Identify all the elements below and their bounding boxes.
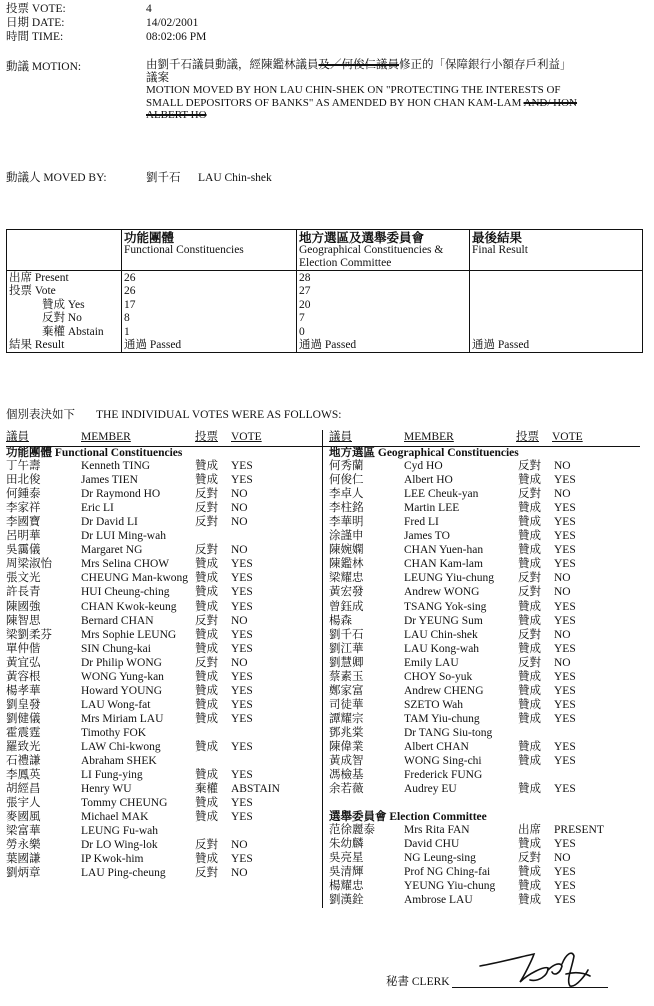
member-zh-name: 陳智思 <box>6 614 41 627</box>
individual-intro-zh: 個別表決如下 <box>6 409 75 421</box>
member-en-name: NG Leung-sing <box>404 852 476 865</box>
row-label-no: 反對 No <box>42 312 82 324</box>
clerk-label: 秘書 CLERK <box>386 976 450 988</box>
vote-zh: 贊成 <box>518 614 541 627</box>
motion-en-line3: ALBERT HO <box>146 109 207 121</box>
vote-number-value: 4 <box>146 3 152 15</box>
vote-zh: 反對 <box>195 502 218 515</box>
vote-zh: 贊成 <box>195 558 218 571</box>
member-zh-name: 田北俊 <box>6 474 41 487</box>
member-zh-name: 張宇人 <box>6 797 41 810</box>
vote-en: YES <box>231 572 253 585</box>
vote-en: YES <box>231 558 253 571</box>
member-en-name: LEUNG Fu-wah <box>81 825 158 838</box>
member-zh-name: 吳清輝 <box>329 866 364 879</box>
member-en-name: Mrs Rita FAN <box>404 824 470 836</box>
member-zh-name: 余若薇 <box>329 783 364 796</box>
gc-vote: 27 <box>299 285 311 297</box>
vote-en: YES <box>554 894 576 907</box>
vote-zh: 反對 <box>195 867 218 880</box>
fc-result: 通過 Passed <box>124 339 182 351</box>
vote-zh: 贊成 <box>195 684 218 697</box>
vote-zh: 贊成 <box>195 853 218 866</box>
vote-zh: 贊成 <box>195 670 218 683</box>
vote-en: YES <box>554 838 576 851</box>
member-en-name: LAU Ping-cheung <box>81 867 166 880</box>
vote-en: YES <box>554 741 576 753</box>
member-zh-name: 李柱銘 <box>329 502 364 515</box>
vote-zh: 贊成 <box>518 894 541 907</box>
row-label-abstain: 棄權 Abstain <box>42 326 104 338</box>
col-functional-zh: 功能團體 <box>124 231 175 245</box>
vote-zh: 贊成 <box>518 712 541 725</box>
vote-en: YES <box>554 712 576 725</box>
member-en-name: Tommy CHEUNG <box>81 797 168 810</box>
vote-en: YES <box>231 642 253 655</box>
member-zh-name: 何鍾泰 <box>6 488 41 501</box>
vote-en: YES <box>231 600 253 613</box>
member-en-name: CHAN Kam-lam <box>404 558 483 571</box>
vote-zh: 贊成 <box>518 600 541 613</box>
member-en-name: LAU Chin-shek <box>404 628 478 641</box>
member-zh-name: 馮檢基 <box>329 769 364 782</box>
right-col-vote-en: VOTE <box>552 431 583 443</box>
member-zh-name: 吳亮星 <box>329 852 364 865</box>
member-zh-name: 楊耀忠 <box>329 880 364 893</box>
fc-vote: 26 <box>124 285 136 297</box>
col-geographical-zh: 地方選區及選舉委員會 <box>299 231 425 245</box>
member-en-name: Martin LEE <box>404 502 460 515</box>
vote-number-label: 投票 VOTE: <box>6 3 66 15</box>
vote-en: YES <box>231 670 253 683</box>
vote-zh: 反對 <box>195 656 218 669</box>
member-zh-name: 胡經昌 <box>6 783 41 796</box>
member-en-name: Dr Raymond HO <box>81 488 161 501</box>
member-en-name: LEE Cheuk-yan <box>404 488 479 501</box>
member-en-name: Dr David LI <box>81 516 138 529</box>
member-zh-name: 單仲偕 <box>6 642 41 655</box>
member-en-name: Howard YOUNG <box>81 684 163 697</box>
vote-zh: 贊成 <box>195 642 218 655</box>
member-zh-name: 李卓人 <box>329 488 364 501</box>
col-final-en: Final Result <box>472 244 528 256</box>
mover-en-name: LAU Chin-shek <box>198 172 272 184</box>
vote-en: NO <box>231 867 248 880</box>
member-zh-name: 李國寶 <box>6 516 41 529</box>
vote-zh: 贊成 <box>195 460 218 472</box>
member-en-name: LI Fung-ying <box>81 769 143 782</box>
member-en-name: Kenneth TING <box>81 460 151 472</box>
vote-zh: 贊成 <box>195 628 218 641</box>
vote-zh: 贊成 <box>518 741 541 753</box>
gc-section-title: 地方選區 Geographical Constituencies <box>329 447 519 459</box>
vote-en: NO <box>231 839 248 852</box>
member-en-name: Mrs Miriam LAU <box>81 712 164 725</box>
vote-zh: 反對 <box>195 544 218 557</box>
member-zh-name: 霍震霆 <box>6 726 41 739</box>
fc-abstain: 1 <box>124 326 130 338</box>
member-en-name: LAU Kong-wah <box>404 642 480 655</box>
vote-en: NO <box>231 656 248 669</box>
vote-zh: 棄權 <box>195 783 218 796</box>
vote-zh: 贊成 <box>518 642 541 655</box>
vote-zh: 贊成 <box>195 586 218 599</box>
row-label-yes: 贊成 Yes <box>42 299 85 311</box>
vote-en: YES <box>231 586 253 599</box>
vote-zh: 反對 <box>518 656 541 669</box>
vote-en: YES <box>231 811 253 824</box>
vote-en: YES <box>554 670 576 683</box>
vote-zh: 反對 <box>518 628 541 641</box>
member-zh-name: 曾鈺成 <box>329 600 364 613</box>
motion-label: 動議 MOTION: <box>6 61 82 73</box>
column-divider <box>322 430 323 908</box>
member-en-name: Emily LAU <box>404 656 459 669</box>
vote-en: NO <box>231 488 248 501</box>
member-zh-name: 司徒華 <box>329 698 364 711</box>
member-en-name: Dr Philip WONG <box>81 656 162 669</box>
member-en-name: TAM Yiu-chung <box>404 712 480 725</box>
member-en-name: David CHU <box>404 838 460 851</box>
vote-zh: 贊成 <box>518 755 541 768</box>
col-geographical-en2: Election Committee <box>299 257 392 269</box>
vote-zh: 贊成 <box>195 741 218 753</box>
vote-en: NO <box>554 628 571 641</box>
member-zh-name: 劉江華 <box>329 642 364 655</box>
col-geographical-en1: Geographical Constituencies & <box>299 244 444 256</box>
member-en-name: WONG Sing-chi <box>404 755 482 768</box>
vote-zh: 反對 <box>195 516 218 529</box>
member-zh-name: 勞永樂 <box>6 839 41 852</box>
individual-intro-en: THE INDIVIDUAL VOTES WERE AS FOLLOWS: <box>96 409 342 421</box>
right-col-member-zh: 議員 <box>329 431 352 443</box>
member-en-name: Albert CHAN <box>404 741 469 753</box>
vote-zh: 反對 <box>195 614 218 627</box>
vote-zh: 贊成 <box>518 783 541 796</box>
left-col-vote-en: VOTE <box>231 431 262 443</box>
gc-no: 7 <box>299 312 305 324</box>
vote-zh: 贊成 <box>195 698 218 711</box>
vote-en: NO <box>231 614 248 627</box>
member-zh-name: 周梁淑怡 <box>6 558 52 571</box>
member-en-name: CHEUNG Man-kwong <box>81 572 189 585</box>
gc-abstain: 0 <box>299 326 305 338</box>
member-en-name: SIN Chung-kai <box>81 642 151 655</box>
member-en-name: Audrey EU <box>404 783 457 796</box>
right-col-member-en: MEMBER <box>404 431 454 443</box>
member-zh-name: 何俊仁 <box>329 474 364 487</box>
member-zh-name: 劉千石 <box>329 628 364 641</box>
vote-en: NO <box>554 572 571 585</box>
member-en-name: TSANG Yok-sing <box>404 600 487 613</box>
vote-zh: 反對 <box>518 572 541 585</box>
vote-zh: 贊成 <box>518 502 541 515</box>
member-zh-name: 梁耀忠 <box>329 572 364 585</box>
vote-zh: 反對 <box>518 852 541 865</box>
vote-en: YES <box>554 866 576 879</box>
member-zh-name: 陳婉嫻 <box>329 544 364 557</box>
vote-en: YES <box>554 502 576 515</box>
vote-en: NO <box>554 586 571 599</box>
member-en-name: Mrs Sophie LEUNG <box>81 628 177 641</box>
member-zh-name: 蔡素玉 <box>329 670 364 683</box>
vote-zh: 贊成 <box>518 838 541 851</box>
member-en-name: Eric LI <box>81 502 114 515</box>
col-final-zh: 最後結果 <box>472 231 523 245</box>
vote-zh: 出席 <box>518 824 541 836</box>
vote-zh: 反對 <box>195 488 218 501</box>
member-en-name: CHAN Yuen-han <box>404 544 484 557</box>
vote-zh: 贊成 <box>195 572 218 585</box>
member-zh-name: 范徐麗泰 <box>329 824 375 836</box>
date-label: 日期 DATE: <box>6 17 65 29</box>
vote-en: YES <box>554 544 576 557</box>
row-label-present: 出席 Present <box>9 272 69 284</box>
member-en-name: Albert HO <box>404 474 453 487</box>
member-zh-name: 丁午壽 <box>6 460 41 472</box>
member-zh-name: 呂明華 <box>6 530 41 543</box>
motion-en-struck: AND/ HON <box>523 97 578 109</box>
member-zh-name: 許長青 <box>6 586 41 599</box>
member-zh-name: 劉健儀 <box>6 712 41 725</box>
motion-zh-line2: 議案 <box>146 72 169 84</box>
vote-en: YES <box>231 797 253 810</box>
vote-en: NO <box>554 656 571 669</box>
member-en-name: LEUNG Yiu-chung <box>404 572 494 585</box>
member-en-name: WONG Yung-kan <box>81 670 164 683</box>
date-value: 14/02/2001 <box>146 17 199 29</box>
vote-en: YES <box>554 698 576 711</box>
left-col-vote-zh: 投票 <box>195 431 218 443</box>
member-en-name: SZETO Wah <box>404 698 464 711</box>
col-functional-en: Functional Constituencies <box>124 244 244 256</box>
vote-en: YES <box>554 530 576 543</box>
member-zh-name: 李華明 <box>329 516 364 529</box>
member-zh-name: 陳偉業 <box>329 741 364 753</box>
member-zh-name: 黃容根 <box>6 670 41 683</box>
fc-no: 8 <box>124 312 130 324</box>
member-zh-name: 劉慧卿 <box>329 656 364 669</box>
time-value: 08:02:06 PM <box>146 31 207 43</box>
time-label: 時間 TIME: <box>6 31 64 43</box>
member-en-name: Dr TANG Siu-tong <box>404 726 493 739</box>
member-zh-name: 麥國風 <box>6 811 41 824</box>
vote-en: YES <box>231 741 253 753</box>
vote-zh: 贊成 <box>195 474 218 487</box>
vote-zh: 贊成 <box>195 600 218 613</box>
member-en-name: HUI Cheung-ching <box>81 586 170 599</box>
final-result: 通過 Passed <box>472 339 530 351</box>
row-label-vote: 投票 Vote <box>9 285 56 297</box>
vote-en: NO <box>554 852 571 865</box>
vote-en: YES <box>554 880 576 893</box>
vote-en: YES <box>231 474 253 487</box>
member-zh-name: 黃成智 <box>329 755 364 768</box>
summary-table <box>6 229 643 353</box>
vote-zh: 贊成 <box>518 558 541 571</box>
vote-en: YES <box>231 628 253 641</box>
vote-en: NO <box>554 460 571 472</box>
member-en-name: James TO <box>404 530 450 543</box>
motion-en-line1: MOTION MOVED BY HON LAU CHIN-SHEK ON "PROTECTING THE INTERESTS OF <box>146 84 561 96</box>
member-en-name: Andrew CHENG <box>404 684 484 697</box>
member-en-name: LAW Chi-kwong <box>81 741 161 753</box>
vote-zh: 贊成 <box>518 670 541 683</box>
member-en-name: Mrs Selina CHOW <box>81 558 170 571</box>
vote-zh: 贊成 <box>518 544 541 557</box>
motion-zh-line1: 由劉千石議員動議，經陳鑑林議員及／何俊仁議員修正的「保障銀行小額存戶利益」 <box>146 59 572 71</box>
ec-section-title: 選舉委員會 Election Committee <box>329 811 487 823</box>
member-en-name: Henry WU <box>81 783 132 796</box>
member-en-name: Andrew WONG <box>404 586 480 599</box>
member-en-name: Prof NG Ching-fai <box>404 866 491 879</box>
vote-en: YES <box>554 474 576 487</box>
member-zh-name: 譚耀宗 <box>329 712 364 725</box>
member-zh-name: 梁富華 <box>6 825 41 838</box>
vote-en: YES <box>231 853 253 866</box>
vote-zh: 反對 <box>518 586 541 599</box>
member-zh-name: 楊森 <box>329 614 352 627</box>
member-zh-name: 楊孝華 <box>6 684 41 697</box>
vote-en: YES <box>231 460 253 472</box>
member-zh-name: 張文光 <box>6 572 41 585</box>
member-en-name: CHOY So-yuk <box>404 670 473 683</box>
left-col-member-en: MEMBER <box>81 431 131 443</box>
member-zh-name: 劉炳章 <box>6 867 41 880</box>
gc-present: 28 <box>299 272 311 284</box>
vote-zh: 贊成 <box>195 797 218 810</box>
member-zh-name: 劉皇發 <box>6 698 41 711</box>
vote-en: NO <box>231 544 248 557</box>
mover-zh-name: 劉千石 <box>146 172 181 184</box>
member-en-name: IP Kwok-him <box>81 853 144 866</box>
member-zh-name: 鄭家富 <box>329 684 364 697</box>
fc-present: 26 <box>124 272 136 284</box>
member-en-name: Fred LI <box>404 516 439 529</box>
member-en-name: James TIEN <box>81 474 138 487</box>
vote-en: PRESENT <box>554 824 604 836</box>
member-zh-name: 朱幼麟 <box>329 838 364 851</box>
vote-zh: 反對 <box>518 460 541 472</box>
vote-zh: 贊成 <box>518 698 541 711</box>
row-label-result: 結果 Result <box>9 339 65 351</box>
moved-by-label: 動議人 MOVED BY: <box>6 172 107 184</box>
member-zh-name: 劉漢銓 <box>329 894 364 907</box>
vote-en: NO <box>231 516 248 529</box>
member-zh-name: 吳靄儀 <box>6 544 41 557</box>
member-zh-name: 石禮謙 <box>6 755 41 768</box>
member-zh-name: 葉國謙 <box>6 853 41 866</box>
vote-zh: 反對 <box>518 488 541 501</box>
motion-en-line2: SMALL DEPOSITORS OF BANKS" AS AMENDED BY HON CHAN KAM-LAM AND/ HON <box>146 97 578 109</box>
member-zh-name: 鄧兆棠 <box>329 726 364 739</box>
vote-en: YES <box>554 755 576 768</box>
member-en-name: Abraham SHEK <box>81 755 157 768</box>
member-en-name: LAU Wong-fat <box>81 698 151 711</box>
vote-en: YES <box>554 600 576 613</box>
vote-en: YES <box>554 558 576 571</box>
member-en-name: Margaret NG <box>81 544 143 557</box>
vote-en: YES <box>554 614 576 627</box>
right-col-vote-zh: 投票 <box>516 431 539 443</box>
member-en-name: Bernard CHAN <box>81 614 154 627</box>
fc-section-title: 功能團體 Functional Constituencies <box>6 447 183 459</box>
vote-zh: 贊成 <box>518 530 541 543</box>
vote-en: YES <box>554 642 576 655</box>
member-en-name: Dr LUI Ming-wah <box>81 530 166 543</box>
member-zh-name: 涂謹申 <box>329 530 364 543</box>
vote-zh: 贊成 <box>518 474 541 487</box>
vote-en: NO <box>554 488 571 501</box>
fc-yes: 17 <box>124 299 136 311</box>
left-col-member-zh: 議員 <box>6 431 29 443</box>
member-en-name: CHAN Kwok-keung <box>81 600 177 613</box>
member-zh-name: 梁劉柔芬 <box>6 628 52 641</box>
member-en-name: Dr YEUNG Sum <box>404 614 483 627</box>
vote-zh: 反對 <box>195 839 218 852</box>
vote-zh: 贊成 <box>518 684 541 697</box>
gc-yes: 20 <box>299 299 311 311</box>
member-zh-name: 黃宏發 <box>329 586 364 599</box>
vote-en: NO <box>231 502 248 515</box>
vote-en: YES <box>231 769 253 782</box>
vote-en: YES <box>231 712 253 725</box>
member-en-name: Dr LO Wing-lok <box>81 839 158 852</box>
member-zh-name: 李鳳英 <box>6 769 41 782</box>
member-en-name: Cyd HO <box>404 460 443 472</box>
clerk-signature <box>462 944 602 992</box>
vote-en: YES <box>231 698 253 711</box>
gc-result: 通過 Passed <box>299 339 357 351</box>
member-zh-name: 陳國強 <box>6 600 41 613</box>
vote-en: YES <box>554 684 576 697</box>
vote-zh: 贊成 <box>518 516 541 529</box>
vote-zh: 贊成 <box>195 769 218 782</box>
member-zh-name: 何秀蘭 <box>329 460 364 472</box>
vote-en: YES <box>231 684 253 697</box>
member-zh-name: 黃宜弘 <box>6 656 41 669</box>
member-en-name: Ambrose LAU <box>404 894 473 907</box>
member-en-name: Timothy FOK <box>81 726 147 739</box>
member-en-name: Michael MAK <box>81 811 149 824</box>
member-zh-name: 羅致光 <box>6 741 41 753</box>
vote-zh: 贊成 <box>195 811 218 824</box>
member-zh-name: 陳鑑林 <box>329 558 364 571</box>
vote-en: YES <box>554 783 576 796</box>
vote-zh: 贊成 <box>518 880 541 893</box>
vote-en: ABSTAIN <box>231 783 280 796</box>
vote-en: YES <box>554 516 576 529</box>
vote-zh: 贊成 <box>195 712 218 725</box>
member-en-name: Frederick FUNG <box>404 769 483 782</box>
member-en-name: YEUNG Yiu-chung <box>404 880 496 893</box>
vote-zh: 贊成 <box>518 866 541 879</box>
motion-zh-struck: 及／何俊仁議員 <box>318 59 399 71</box>
member-zh-name: 李家祥 <box>6 502 41 515</box>
